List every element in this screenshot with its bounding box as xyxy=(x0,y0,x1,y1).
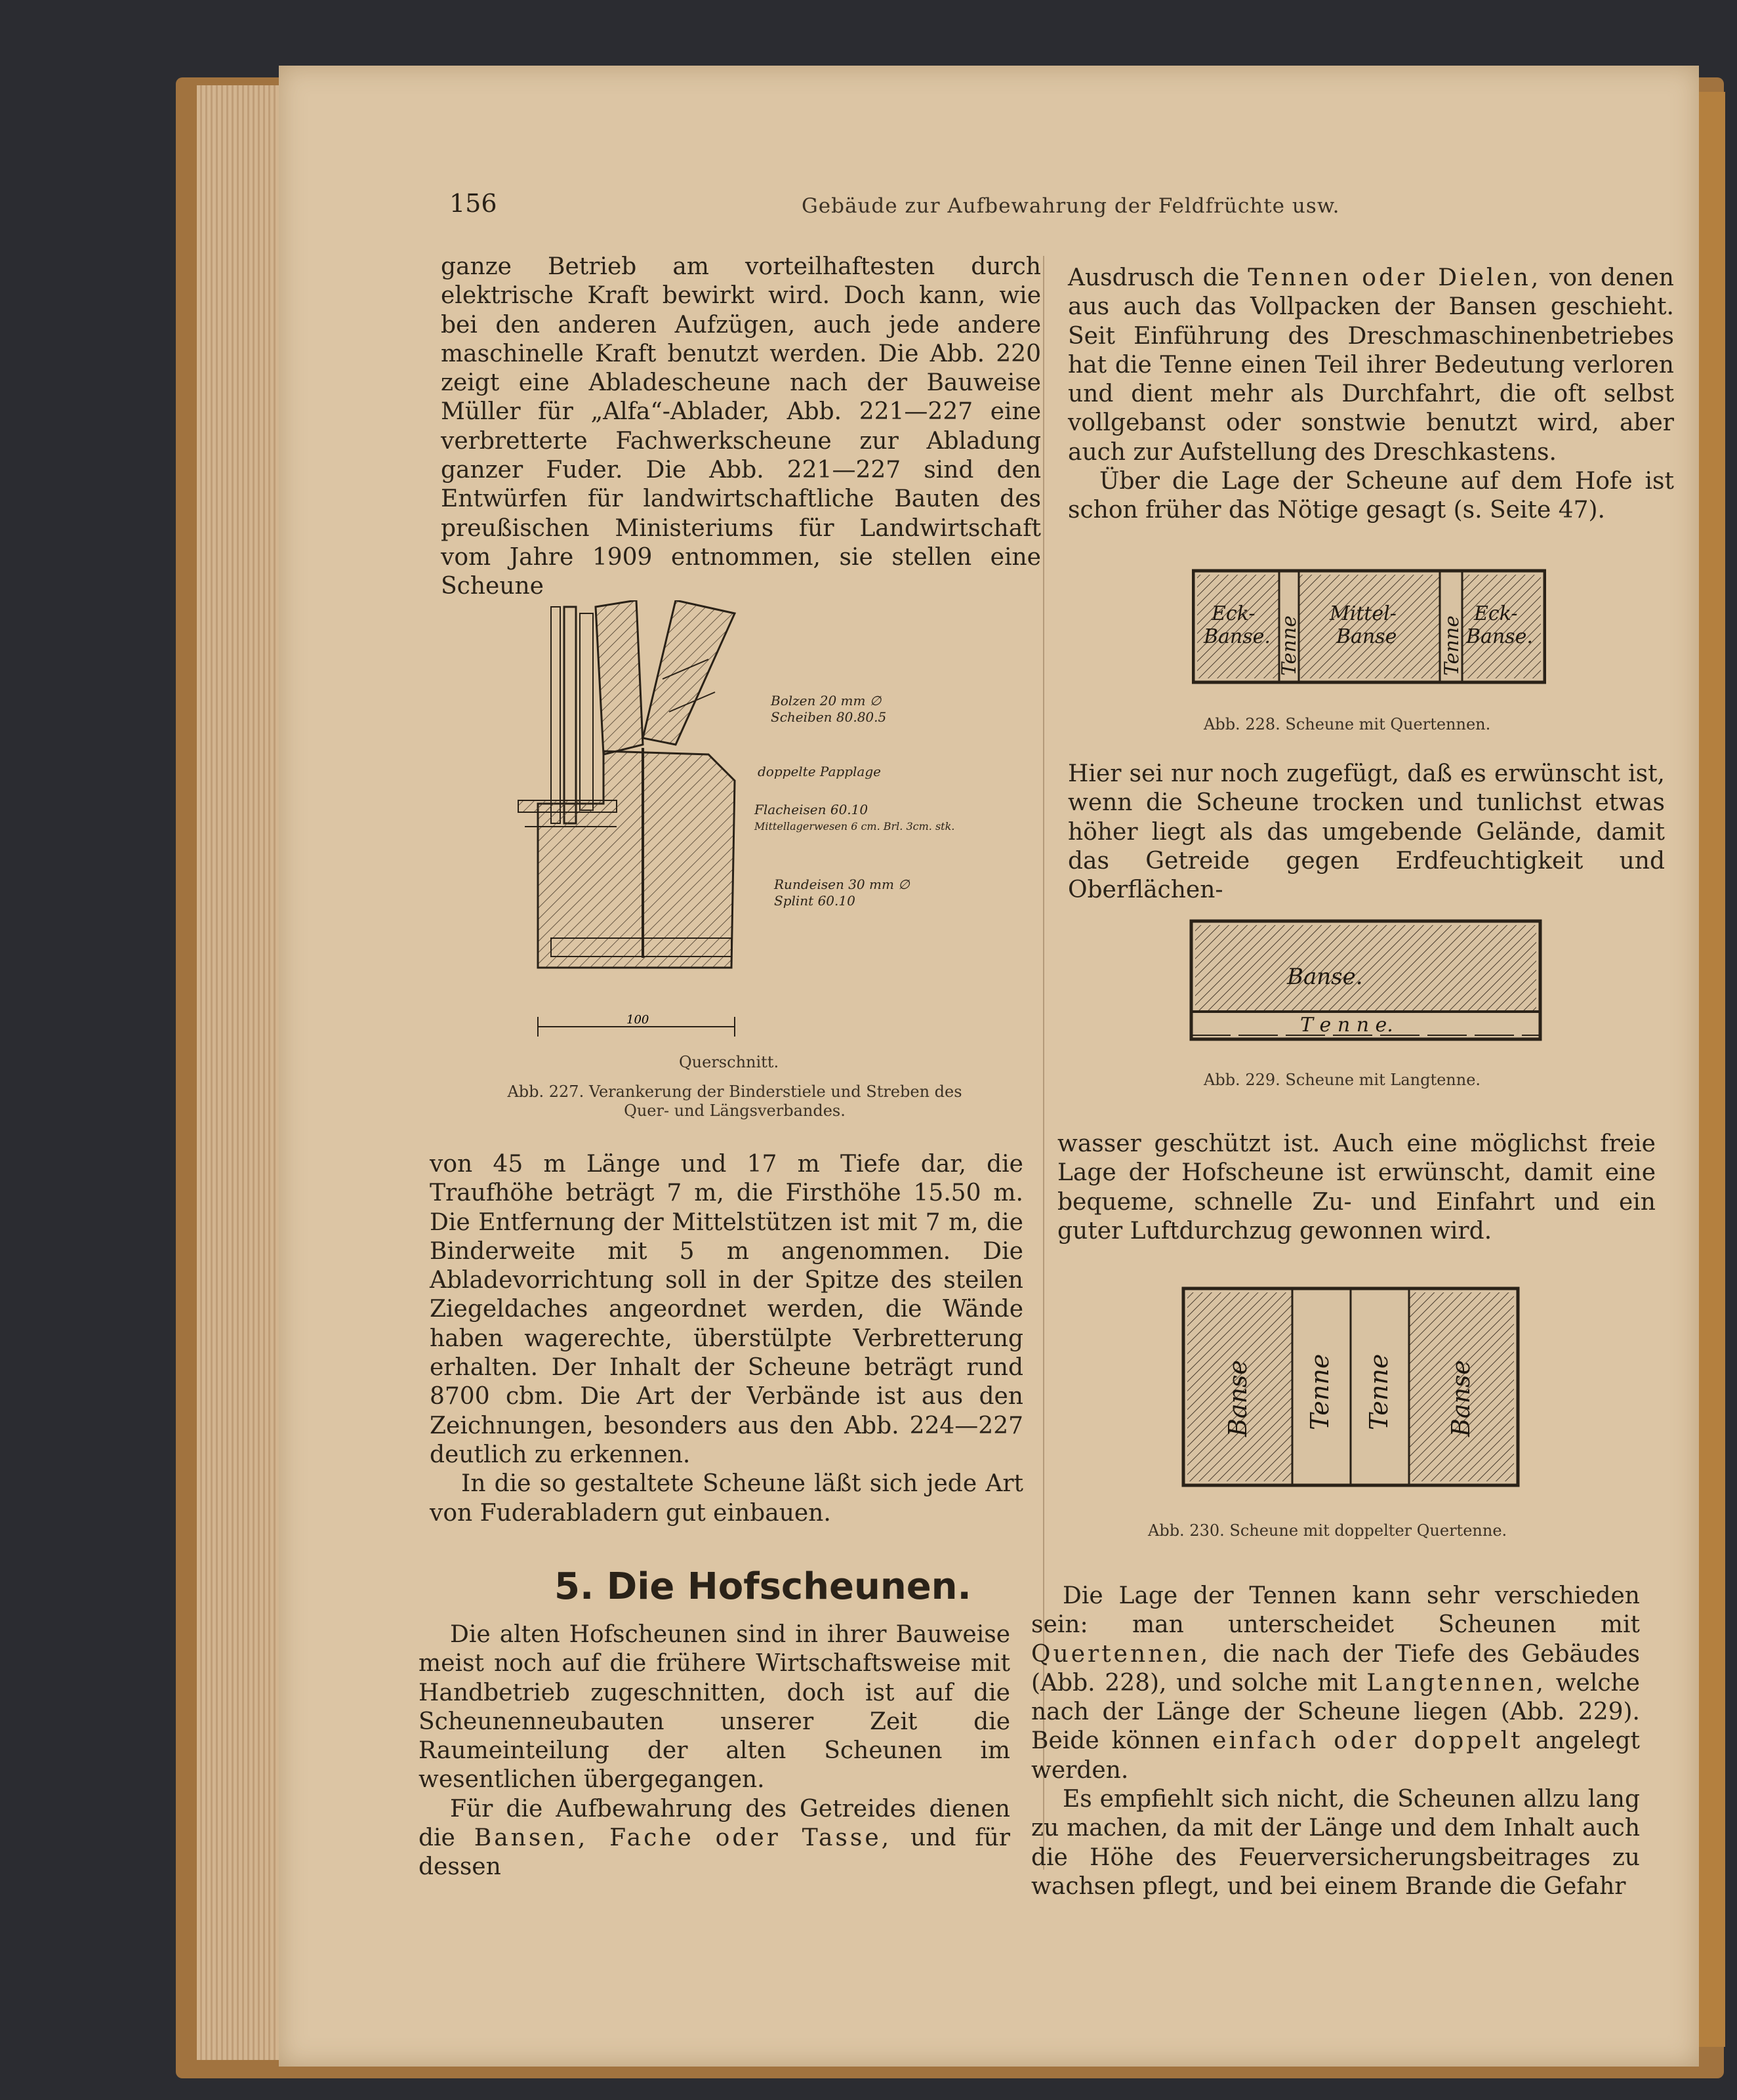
text-run: die nach der Tiefe des Gebäudes (Abb. 228), und solche mit xyxy=(1031,1640,1640,1697)
right-column-middle-text-1 xyxy=(1068,760,1665,905)
label-banse: Banse. xyxy=(1466,625,1533,648)
label-mittel: Mittel- xyxy=(1330,602,1397,625)
figure-227-cross-section xyxy=(512,600,1023,1053)
paragraph xyxy=(419,1795,1010,1882)
text-run: welche nach der Länge der Scheune liegen (Abb. 229). Beide können xyxy=(1031,1669,1640,1755)
wall-post-drawing xyxy=(551,607,593,823)
annotation-split-pin: Splint 60.10 xyxy=(774,893,855,909)
paragraph: In die so gestaltete Scheune läßt sich jede Art von Fuderabladern gut einbauen. xyxy=(430,1470,1023,1527)
dimension-label: 100 xyxy=(626,1013,649,1027)
paragraph: wasser geschützt ist. Auch eine möglichst freie Lage der Hofscheune ist erwünscht, damit eine bequeme, schnelle Zu- und Einfahrt und ein guter Luftdurchzug gewonnen wird. xyxy=(1057,1130,1656,1245)
dimension-line xyxy=(538,1013,735,1037)
label-tenne: Tenne xyxy=(1278,615,1301,676)
text-run: und für dessen xyxy=(419,1824,1010,1881)
text-run: Ausdrusch die xyxy=(1068,264,1240,291)
roof-strut-drawing xyxy=(596,600,735,754)
text-run: Die Lage der Tennen kann sehr verschieden sein: man unterscheidet Scheunen mit xyxy=(1031,1582,1640,1639)
paragraph: von 45 m Länge und 17 m Tiefe dar, die Traufhöhe beträgt 7 m, die Firsthöhe 15.50 m. Die Entfernung der Mittelstützen ist mit 7 m, die Binderweite mit 5 m angenommen. Die Abladevorrichtung soll in der Spitze des steilen Ziegeldaches angeordnet werden, die Wände haben wagerechte, überstülpte Verbretterung erhalten. Der Inhalt der Scheune beträgt rund 8700 cbm. Die Art der Verbände ist aus den Zeichnungen, besonders aus den Abb. 224—227 deutlich zu erkennen. xyxy=(430,1151,1023,1468)
label-eck: Eck- xyxy=(1212,602,1256,625)
paragraph xyxy=(1031,1582,1640,1785)
paragraph: Die alten Hofscheunen sind in ihrer Bauweise meist noch auf die frühere Wirtschaftsweise mit Handbetrieb zugeschnitten, doch ist auf die Scheunenneubauten unserer Zeit die Raumeinteilung der alten Scheunen im wesentlichen übergegangen. xyxy=(419,1621,1010,1794)
text-run: angelegt werden. xyxy=(1031,1727,1640,1784)
annotation-flat-iron: Flacheisen 60.10 xyxy=(754,802,868,817)
label-tenne: T e n n e. xyxy=(1300,1014,1393,1037)
running-title: Gebäude zur Aufbewahrung der Feldfrüchte usw. xyxy=(802,194,1340,218)
figure-229-langtenne-plan xyxy=(1189,918,1543,1043)
annotation-round-iron: Rundeisen 30 mm ∅ xyxy=(774,876,910,892)
figure-229-caption: Abb. 229. Scheune mit Langtenne. xyxy=(1204,1071,1481,1089)
paragraph xyxy=(1068,264,1674,467)
right-column-top-text xyxy=(1068,264,1674,525)
figure-228-caption: Abb. 228. Scheune mit Quertennen. xyxy=(1204,715,1491,733)
left-column-middle-text xyxy=(430,1150,1023,1528)
label-banse: Banse. xyxy=(1287,964,1363,990)
label-banse: Banse. xyxy=(1204,625,1271,648)
label-eck: Eck- xyxy=(1474,602,1518,625)
spaced-terms: Langtennen, xyxy=(1366,1669,1546,1697)
banse-area xyxy=(1195,925,1536,1010)
page-number: 156 xyxy=(449,189,497,218)
annotation-washers: Scheiben 80.80.5 xyxy=(771,709,887,725)
paragraph: Über die Lage der Scheune auf dem Hofe ist schon früher das Nötige gesagt (s. Seite 47). xyxy=(1068,468,1674,524)
left-column-bottom-text xyxy=(419,1620,1010,1882)
spaced-terms: Quertennen, xyxy=(1031,1640,1211,1668)
label-banse: Banse xyxy=(1336,625,1397,648)
figure-227-caption: Abb. 227. Verankerung der Binderstiele und Streben des Quer- und Längsverbandes. xyxy=(507,1082,962,1120)
paragraph: Es empfiehlt sich nicht, die Scheunen allzu lang zu machen, da mit der Länge und dem Inhalt auch die Höhe des Feuerversicherungsbeitrages zu wachsen pflegt, und bei einem Brande die Gefahr xyxy=(1031,1786,1640,1900)
figure-228-quertennen-plan xyxy=(1192,564,1546,689)
text-run: Für die Aufbewahrung des Getreides dienen die xyxy=(419,1795,1010,1852)
text-run: von denen aus auch das Vollpacken der Bansen geschieht. Seit Einführung des Dreschmaschinenbetriebes hat die Tenne einen Teil ihrer Bedeutung verloren und dient mehr als Durchfahrt, die oft selbst vollgebanst oder sonstwie benutzt wird, aber auch zur Aufstellung des Dreschkastens. xyxy=(1068,264,1674,466)
spaced-terms: einfach oder doppelt xyxy=(1212,1727,1523,1755)
right-column-middle-text-2 xyxy=(1057,1130,1656,1246)
label-banse: Banse xyxy=(1223,1359,1252,1437)
annotation-cardboard: doppelte Papplage xyxy=(758,764,881,779)
label-banse: Banse xyxy=(1446,1359,1475,1437)
paragraph: Hier sei nur noch zugefügt, daß es erwünscht ist, wenn die Scheune trocken und tunlichst etwas höher liegt als das umgebende Gelände, damit das Getreide gegen Erdfeuchtigkeit und Oberflächen- xyxy=(1068,760,1665,904)
label-tenne: Tenne xyxy=(1305,1353,1334,1430)
spaced-terms: Tennen oder Dielen, xyxy=(1248,264,1542,291)
paragraph: ganze Betrieb am vorteilhaftesten durch elektrische Kraft bewirkt wird. Doch kann, wie bei den anderen Aufzügen, auch jede andere maschinelle Kraft benutzt werden. Die Abb. 220 zeigt eine Abladescheune nach der Bauweise Müller für „Alfa“-Ablader, Abb. 221—227 eine verbretterte Fachwerkscheune zur Abladung ganzer Fuder. Die Abb. 221—227 sind den Entwürfen für landwirtschaftliche Bauten des preußischen Ministeriums für Landwirtschaft vom Jahre 1909 entnommen, sie stellen eine Scheune xyxy=(441,253,1041,600)
annotation-bearing: Mittellagerwesen 6 cm. Brl. 3cm. stk. xyxy=(754,820,955,833)
annotation-bolt: Bolzen 20 mm ∅ xyxy=(771,693,882,709)
right-column-bottom-text xyxy=(1031,1582,1640,1901)
figure-227-subtitle: Querschnitt. xyxy=(679,1053,779,1071)
label-tenne: Tenne xyxy=(1364,1353,1393,1430)
section-heading: 5. Die Hofscheunen. xyxy=(554,1565,971,1608)
spaced-terms: Bansen, Fache oder Tasse, xyxy=(474,1824,892,1852)
label-tenne: Tenne xyxy=(1441,615,1463,676)
left-column-top-text xyxy=(441,253,1041,602)
figure-230-caption: Abb. 230. Scheune mit doppelter Quertenne. xyxy=(1148,1521,1507,1540)
figure-230-doppelte-quertenne-plan xyxy=(1181,1286,1522,1489)
